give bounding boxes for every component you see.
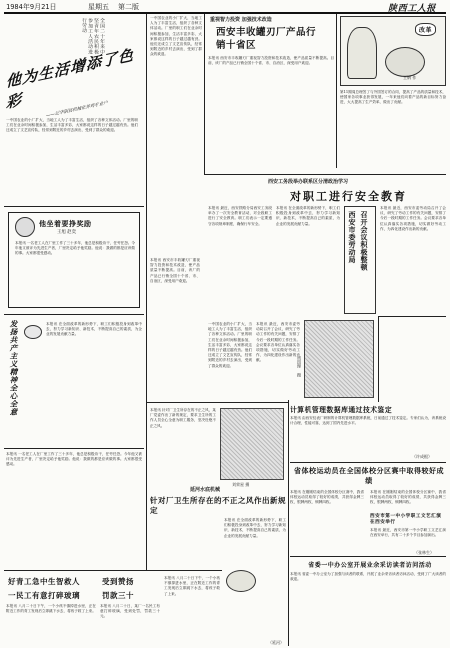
bottom-center-photo bbox=[220, 408, 284, 480]
left-extra-body: 本报讯 一名老工人在厂里工作了三十多年，他总是积极肯干，任劳任怨。今年他又被评为先进生产者，厂里决定给予他奖励。他说：我做的都是应该做的事。大家都很受感动。 bbox=[6, 452, 142, 467]
left-box-byline: 王旭 赵奕 bbox=[57, 230, 76, 235]
bottom-center-body-a: 本报讯 针对厂卫生所存在的不正之风，某厂党委作出了新的规定，要求卫生所的工作人员全心全意为职工服务，坚决杜绝不正之风。 bbox=[150, 408, 216, 428]
right-bottom-byline: （张林生） bbox=[414, 550, 434, 555]
center-photo bbox=[304, 320, 374, 398]
left-box-body: 本报讯 一名老工人在厂里工作了三十多年，他总是积极肯干，任劳任怨。今年他又被评为先进生产者，厂里决定给予他奖励。他说：我做的都是应该做的事。大家都很受感动。 bbox=[15, 241, 135, 256]
center-lower-body-2: 本报讯 八月二十日下午，一个小孩不慎掉进水里，正在附近工作的青工发现后立即跳下水去，将孩子救了上来。 bbox=[164, 576, 220, 596]
bottom-center-badge-icon bbox=[226, 570, 256, 592]
left-box bbox=[8, 212, 140, 308]
left-lower-subhead: 一民工有意打碎玻璃 bbox=[8, 591, 80, 600]
left-lower-headline: 好青工急中生智救人 bbox=[8, 577, 80, 586]
center-top-left-body: 一中国农业的小厂扩大，当地工人为了丰富生活，组织了各种文体活动。厂里的职工们在业余时间积极参加，生活丰富多彩，大家都说这样的日子越过越有劲。他们还成立了文艺宣传队，经常到附近的乡村去演出，受到了群众的欢迎。 bbox=[150, 16, 202, 57]
cartoon-label: 改革 bbox=[415, 23, 436, 36]
right-mid-body: 本报讯 由西安仪表厂研制的计算机管理数据库系统，日前通过了技术鉴定。专家们认为，该系统设计合理，性能可靠，达到了国内先进水平。 bbox=[290, 416, 446, 426]
right-bottom-body: 本报讯 最近，西安市第一中小学职工文艺汇演在西安举行，共有二十多个节目参加演出。 bbox=[370, 528, 446, 538]
left-subhead: ——记华阴县机械化养鸡专业户 bbox=[46, 100, 108, 119]
bottom-center-byline: （延河） bbox=[268, 640, 284, 645]
bottom-center-body-b: 本报讯 在全面改革的新形势下，职工们积极投身到改革中去，努力学习新知识、新技术，不断提高自己的素质，为企业的发展贡献力量。 bbox=[224, 518, 286, 538]
center-lower-subhead: 罚款三十 bbox=[102, 591, 134, 600]
middle-right-headline: 对职工进行安全教育 bbox=[290, 190, 407, 203]
center-mid-body-b: 一中国农业的小厂扩大，当地工人为了丰富生活，组织了各种文体活动。厂里的职工们在业余时间积极参加，生活丰富多彩，大家都说这样的日子越过越有劲。他们还成立了文艺宣传队，经常到附近的乡村去演出，受到了群众的欢迎。 bbox=[208, 322, 252, 368]
center-lower-body: 本报讯 八月二十日，某厂一名民工有意打碎玻璃，受到处罚，罚款三十元。 bbox=[100, 604, 160, 619]
left-box-title: 他坐着要挣奖励 bbox=[39, 219, 92, 228]
center-lower-headline: 受到赞扬 bbox=[102, 577, 134, 586]
top-center-headline: 西安丰收罐刃厂产品行销十省区 bbox=[216, 27, 317, 51]
bottom-center-kicker: 延河水底机械 bbox=[190, 487, 221, 493]
bottom-center-photo-caption: 刘荣星 摄 bbox=[232, 482, 250, 487]
right-bottom-headline: 西安市第一中小学职工文艺汇演在西安举行 bbox=[370, 514, 442, 525]
cartoon-panel bbox=[340, 16, 446, 86]
left-box-icon bbox=[15, 217, 35, 237]
center-mid-body-a: 本报讯 西安市丰收罐刃厂重视智力投资和技术改造，使产品质量不断提高。目前，该厂的产品已行销全国十个省、市、自治区，深受用户欢迎。 bbox=[150, 258, 200, 283]
cartoon-figure-icon bbox=[347, 27, 377, 79]
right-sidebar-body-b: 本报讯 在刚刚结束的全国体校分区赛中，我省体校运动员取得了较好的成绩，共获得金牌三枚，银牌两枚，铜牌四枚。 bbox=[370, 490, 446, 505]
left-headline: 他为生活增添了色彩 bbox=[6, 45, 135, 112]
cartoon-pot-icon bbox=[385, 47, 425, 77]
masthead-page: 第二版 bbox=[118, 3, 139, 11]
masthead-paper-name: 陕西工人报 bbox=[388, 4, 437, 14]
left-vertical-body: 本报讯 在全面改革的新形势下，职工们积极投身到改革中去，努力学习新知识、新技术，不断提高自己的素质，为企业的发展贡献力量。 bbox=[46, 322, 142, 337]
left-body: 一中国农业的小厂扩大，当地工人为了丰富生活，组织了各种文体活动。厂里的职工们在业余时间积极参加，生活丰富多彩，大家都说这样的日子越过越有劲。他们还成立了文艺宣传队，经常到附近的乡村去演出，受到了群众的欢迎。 bbox=[6, 118, 138, 133]
center-vertical-title-2: 召开会议积极整顿 bbox=[360, 211, 369, 271]
top-center-kicker: 重视智力投资 加强技术改造 bbox=[210, 17, 272, 23]
center-mid-body-c: 本报讯 最近，西安市委劳动局召开了会议，研究了劳动工作的有关问题，安排了今后一段时期的工作任务。会议要求各单位认真落实各项措施，切实做好劳动工作，为四化建设作出新的贡献。 bbox=[256, 322, 300, 363]
right-sidebar-headline: 省体校运动员在全国体校分区赛中取得较好成绩 bbox=[294, 466, 444, 485]
left-lower-body: 本报讯 八月二十日下午，一个小孩不慎掉进水里，正在附近工作的青工发现后立即跳下水去，将孩子救了上来。 bbox=[6, 604, 96, 614]
right-sidebar-body-a: 本报讯 在刚刚结束的全国体校分区赛中，我省体校运动员取得了较好的成绩，共获得金牌三枚，银牌两枚，铜牌四枚。 bbox=[290, 490, 364, 505]
masthead-weekday: 星期五 bbox=[88, 3, 109, 11]
right-mid-byline: （许成根） bbox=[412, 454, 432, 459]
bottom-center-headline: 针对厂卫生所存在的不正之风作出新规定 bbox=[150, 496, 286, 515]
left-stamp-icon bbox=[24, 325, 42, 339]
left-vertical-intro: 全国二十年来中坚青年农民积极参加工人活动进行劳动 bbox=[81, 18, 104, 54]
center-vertical-title: 西安市委劳动局 bbox=[348, 211, 357, 264]
footer-right-title: 省委一中办公室开展业余采访读者访问活动 bbox=[308, 562, 432, 569]
cartoon-caption: 王钢 作 bbox=[403, 75, 417, 80]
middle-right-kicker: 西安工务段举办联系区分清政治学习 bbox=[268, 179, 349, 185]
right-mid-headline: 计算机管理数据库通过技术鉴定 bbox=[290, 406, 393, 414]
cartoon-body: 第11期周总理签了与外国签订的合同，提高了产品的质量和技术，使国家各项事业获得发展，一年来他们向着产品的新目标努力奋进，大大提高了生产效率，做出了贡献。 bbox=[340, 90, 446, 105]
right-top-body: 本报讯 最近，西安市委劳动局召开了会议，研究了劳动工作的有关问题，安排了今后一段时期的工作任务。会议要求各单位认真落实各项措施，切实做好劳动工作，为四化建设作出新的贡献。 bbox=[380, 206, 446, 231]
middle-right-body-b: 本报讯 在全面改革的新形势下，职工们积极投身到改革中去，努力学习新知识、新技术，不断提高自己的素质，为企业的发展贡献力量。 bbox=[276, 206, 340, 226]
vertical-head-box bbox=[344, 206, 376, 314]
middle-right-body-a: 本报讯 最近，西安铁路分局西安工务段举办了一次安全教育活动，对全段职工进行了安全教育。职工们表示一定要遵守各项规章制度，确保行车安全。 bbox=[208, 206, 272, 226]
top-center-body: 本报讯 西安市丰收罐刃厂重视智力投资和技术改造，使产品质量不断提高。目前，该厂的产品已行销全国十个省、市、自治区，深受用户欢迎。 bbox=[208, 56, 334, 66]
center-photo-caption: 周国理 摄 bbox=[297, 356, 302, 377]
masthead-date: 1984年9月21日 bbox=[6, 3, 57, 11]
left-vertical-headline: 发扬共产主义精神全心全意 bbox=[9, 320, 18, 416]
footer-right-body: 本报讯 省委一中办公室为了加强与读者的联系，开展了业余采访读者访问活动，受到了广大读者的欢迎。 bbox=[290, 572, 446, 582]
